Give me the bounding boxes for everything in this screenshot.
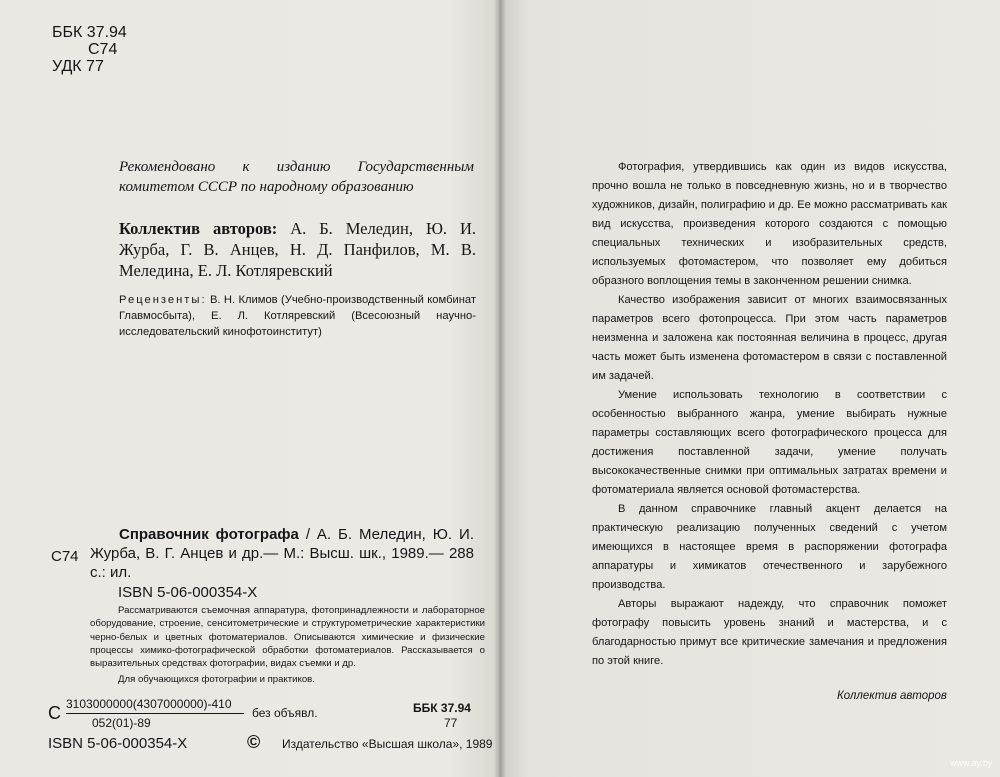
authors-block [119, 218, 476, 281]
reviewers-label: Рецензенты: [119, 294, 207, 306]
right-page [499, 0, 1000, 777]
imprint-denominator: 052(01)-89 [92, 716, 151, 730]
imprint-isbn: ISBN 5-06-000354-X [48, 735, 188, 752]
imprint-bbk-sub: 77 [444, 716, 458, 730]
foreword-paragraph: В данном справочнике главный акцент делается на практическую реализацию полученных сведений с учетом имеющихся в настоящее время в распоряжении фотографа аппаратуры и химикатов отечественного и зарубежного производства. [592, 503, 947, 591]
recommendation-note: Рекомендовано к изданию Государственным комитетом СССР по народному образованию [119, 159, 474, 195]
imprint-fraction-line [66, 713, 244, 714]
book-title: Справочник фотографа [119, 526, 299, 543]
imprint-bbk: ББК 37.94 [413, 701, 471, 715]
foreword-paragraph: Фотография, утвердившись как один из видов искусства, прочно вошла не только в повседневную жизнь, но и в творчество художников, дизайн, полиграфию и др. Ее можно рассматривать как вид искусства, произведения которого создаются с помощью специальных технических и изобразительных средств, используемых фотомастером, что позволяет ему добиться образного воплощения темы в законченном решении снимка. [592, 161, 947, 287]
catalog-code: С74 [51, 548, 79, 565]
imprint-letter: С [48, 703, 61, 723]
left-page [0, 0, 499, 777]
catalog-citation: / А. Б. Меледин, Ю. И. Журба, В. Г. Анцев и др.— М.: Высш. шк., 1989.— 288 с.: ил. [90, 526, 474, 581]
foreword-paragraph: Авторы выражают надежду, что справочник поможет фотографу повысить уровень знаний и мастерства, и с благодарностью примут все критические замечания и предложения по этой книге. [592, 598, 947, 667]
author-mark: С74 [88, 41, 118, 58]
book-description: Рассматриваются съемочная аппаратура, фотопринадлежности и лабораторное оборудование, строение, сенситометрические и структурометрические характеристики черно-белых и цветных фотоматериалов. Описываются химические и физические процессы химико-фотографической обработки фотоматериалов. Рассказывается о выразительных средствах фотографии, видах съемки и др. [90, 605, 485, 670]
copyright-symbol: © [247, 732, 261, 752]
foreword-paragraph: Качество изображения зависит от многих взаимосвязанных параметров всего фотопроцесса. При этом часть параметров неизменна и заложена как постоянная величина в процесс, другая часть может быть изменена фотомастером в связи с поставленной им задачей. [592, 294, 947, 382]
authors-names: А. Б. Меледин, Ю. И. Журба, Г. В. Анцев, Н. Д. Панфилов, М. В. Меледина, Е. Л. Котляревский [119, 219, 476, 280]
foreword-signature: Коллектив авторов [837, 690, 947, 702]
imprint-numerator: 3103000000(4307000000)-410 [66, 697, 232, 711]
price-note: без объявл. [252, 706, 318, 720]
publisher-line: Издательство «Высшая школа», 1989 [282, 737, 493, 751]
foreword-paragraph: Умение использовать технологию в соответствии с особенностью выбранного жанра, умение выбирать нужные параметры составляющих всего фотографического процесса для достижения поставленной задачи, умение получать высококачественные снимки при оптимальных затратах времени и фотоматериала является основой фотомастерства. [592, 389, 947, 496]
bbk-code: ББК 37.94 [52, 24, 127, 41]
catalog-isbn: ISBN 5-06-000354-X [118, 584, 258, 601]
site-watermark: www.ay.by [950, 758, 993, 768]
reviewers-text: В. Н. Климов (Учебно-производственный комбинат Главмосбыта), Е. Л. Котляревский (Всесоюзный научно-исследовательский кинофотоинститут) [119, 294, 477, 338]
reviewers-block [119, 292, 476, 340]
book-spine-shadow [494, 0, 506, 777]
catalog-entry [90, 525, 474, 582]
show-through-text [130, 20, 154, 103]
foreword-text [592, 158, 947, 671]
book-audience: Для обучающихся фотографии и практиков. [118, 674, 315, 685]
authors-title: Коллектив авторов: [119, 219, 278, 238]
udk-code: УДК 77 [52, 58, 104, 75]
